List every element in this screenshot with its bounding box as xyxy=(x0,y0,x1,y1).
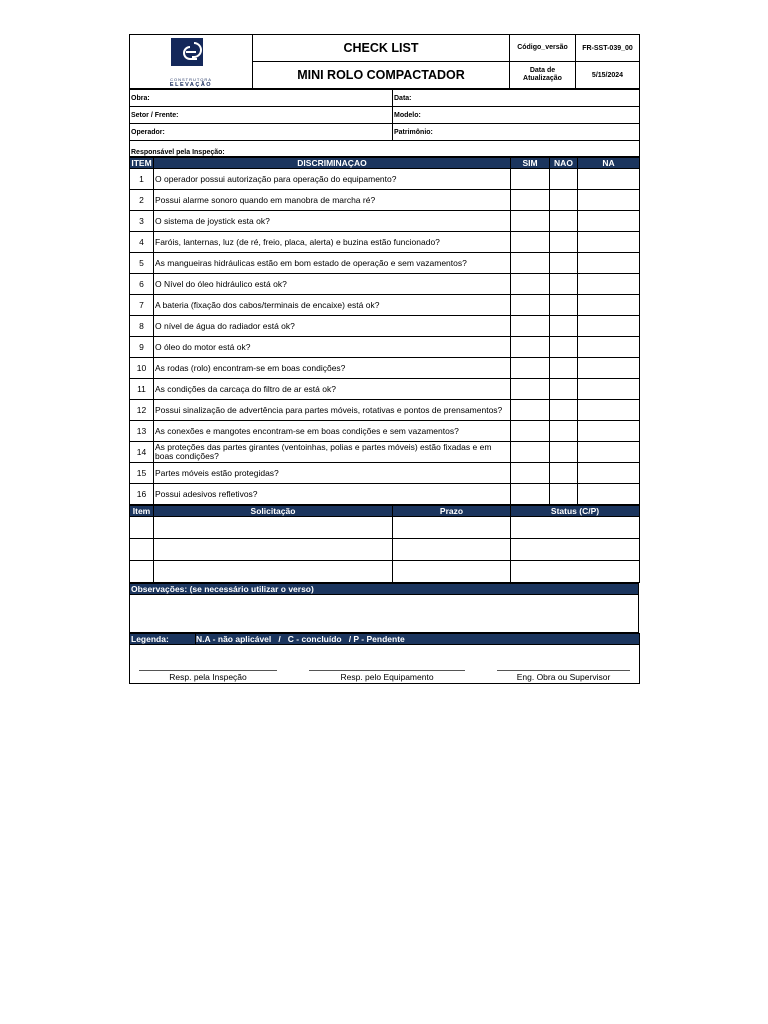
checklist-sim-cell[interactable] xyxy=(511,295,550,316)
checklist-na-cell[interactable] xyxy=(578,295,640,316)
checklist-item-number: 1 xyxy=(130,169,154,190)
checklist-item-number: 2 xyxy=(130,190,154,211)
checklist-item-number: 5 xyxy=(130,253,154,274)
checklist-nao-cell[interactable] xyxy=(550,400,578,421)
req-prazo-cell[interactable] xyxy=(393,517,511,539)
checklist-sim-cell[interactable] xyxy=(511,253,550,274)
checklist-nao-cell[interactable] xyxy=(550,421,578,442)
checklist-na-cell[interactable] xyxy=(578,169,640,190)
checklist-na-cell[interactable] xyxy=(578,253,640,274)
form-header xyxy=(129,34,640,89)
checklist-sim-cell[interactable] xyxy=(511,400,550,421)
req-status-cell[interactable] xyxy=(511,539,640,561)
checklist-item-text: As rodas (rolo) encontram-se em boas condições? xyxy=(154,358,511,379)
checklist-item-text: Faróis, lanternas, luz (de ré, freio, placa, alerta) e buzina estão funcionado? xyxy=(154,232,511,253)
req-prazo-cell[interactable] xyxy=(393,539,511,561)
checklist-sim-cell[interactable] xyxy=(511,274,550,295)
checklist-na-cell[interactable] xyxy=(578,337,640,358)
checklist-row xyxy=(130,463,640,484)
form-title: CHECK LIST xyxy=(253,35,510,62)
date-value: 5/15/2024 xyxy=(576,62,640,89)
col-desc-header: DISCRIMINAÇAO xyxy=(154,158,511,169)
checklist-nao-cell[interactable] xyxy=(550,337,578,358)
checklist-nao-cell[interactable] xyxy=(550,253,578,274)
checklist-na-cell[interactable] xyxy=(578,190,640,211)
checklist-item-text: Possui alarme sonoro quando em manobra de marcha ré? xyxy=(154,190,511,211)
data-field[interactable]: Data: xyxy=(393,90,640,107)
checklist-nao-cell[interactable] xyxy=(550,358,578,379)
checklist-item-number: 4 xyxy=(130,232,154,253)
checklist-item-text: Possui sinalização de advertência para partes móveis, rotativas e pontos de prensamentos? xyxy=(154,400,511,421)
checklist-sim-cell[interactable] xyxy=(511,316,550,337)
checklist-nao-cell[interactable] xyxy=(550,169,578,190)
signature-inspecao-label: Resp. pela Inspeção xyxy=(169,672,247,682)
request-row xyxy=(130,561,640,583)
checklist-item-text: O nível de água do radiador está ok? xyxy=(154,316,511,337)
req-item-header: Item xyxy=(130,506,154,517)
checklist-row xyxy=(130,211,640,232)
signature-inspecao[interactable] xyxy=(139,670,277,682)
checklist-nao-cell[interactable] xyxy=(550,274,578,295)
request-row xyxy=(130,539,640,561)
checklist-row xyxy=(130,421,640,442)
checklist-na-cell[interactable] xyxy=(578,442,640,463)
observations-table xyxy=(129,583,639,633)
observations-label: Observações: (se necessário utilizar o verso) xyxy=(130,584,639,595)
checklist-item-number: 8 xyxy=(130,316,154,337)
checklist-item-number: 10 xyxy=(130,358,154,379)
checklist-item-text: As proteções das partes girantes (ventoinhas, polias e partes móveis) estão fixadas e em boas condições? xyxy=(154,442,511,463)
checklist-row xyxy=(130,358,640,379)
code-value: FR-SST-039_00 xyxy=(576,35,640,62)
col-nao-header: NAO xyxy=(550,158,578,169)
checklist-nao-cell[interactable] xyxy=(550,316,578,337)
checklist-nao-cell[interactable] xyxy=(550,463,578,484)
company-logo xyxy=(130,35,253,89)
checklist-sim-cell[interactable] xyxy=(511,232,550,253)
setor-field[interactable]: Setor / Frente: xyxy=(130,107,393,124)
info-fields xyxy=(129,89,640,157)
checklist-sim-cell[interactable] xyxy=(511,358,550,379)
checklist-sim-cell[interactable] xyxy=(511,463,550,484)
responsavel-field[interactable]: Responsável pela Inspeção: xyxy=(130,141,640,157)
operador-field[interactable]: Operador: xyxy=(130,124,393,141)
signature-supervisor-label: Eng. Obra ou Supervisor xyxy=(516,672,611,682)
legend-text: N.A - não aplicável / C - concluído / P - Pendente xyxy=(196,634,640,645)
checklist-row xyxy=(130,274,640,295)
checklist-nao-cell[interactable] xyxy=(550,211,578,232)
date-label: Data de Atualização xyxy=(510,62,576,89)
checklist-item-number: 9 xyxy=(130,337,154,358)
checklist-sim-cell[interactable] xyxy=(511,169,550,190)
requests-table xyxy=(129,505,640,583)
brand-bottom-text: ELEVAÇÃO xyxy=(169,82,213,88)
checklist-row xyxy=(130,190,640,211)
checklist-sim-cell[interactable] xyxy=(511,421,550,442)
checklist-item-number: 15 xyxy=(130,463,154,484)
checklist-nao-cell[interactable] xyxy=(550,484,578,505)
req-item-cell[interactable] xyxy=(130,517,154,539)
request-row xyxy=(130,517,640,539)
col-na-header: NA xyxy=(578,158,640,169)
signature-area xyxy=(130,645,640,684)
checklist-nao-cell[interactable] xyxy=(550,295,578,316)
signature-supervisor[interactable] xyxy=(497,670,630,682)
checklist-na-cell[interactable] xyxy=(578,463,640,484)
req-status-cell[interactable] xyxy=(511,517,640,539)
form-subtitle: MINI ROLO COMPACTADOR xyxy=(253,62,510,89)
checklist-item-text: O sistema de joystick esta ok? xyxy=(154,211,511,232)
checklist-item-number: 3 xyxy=(130,211,154,232)
checklist-nao-cell[interactable] xyxy=(550,442,578,463)
modelo-field[interactable]: Modelo: xyxy=(393,107,640,124)
checklist-nao-cell[interactable] xyxy=(550,232,578,253)
checklist-na-cell[interactable] xyxy=(578,421,640,442)
checklist-item-number: 13 xyxy=(130,421,154,442)
observations-field[interactable] xyxy=(130,595,639,633)
checklist-item-text: As condições da carcaça do filtro de ar está ok? xyxy=(154,379,511,400)
checklist-item-text: O Nível do óleo hidráulico está ok? xyxy=(154,274,511,295)
checklist-row xyxy=(130,400,640,421)
code-label: Código_versão xyxy=(510,35,576,62)
legend-table xyxy=(129,633,640,684)
checklist-item-number: 11 xyxy=(130,379,154,400)
checklist-item-text: As mangueiras hidráulicas estão em bom estado de operação e sem vazamentos? xyxy=(154,253,511,274)
req-solic-cell[interactable] xyxy=(154,539,393,561)
req-solic-cell[interactable] xyxy=(154,517,393,539)
signature-equipamento-label: Resp. pelo Equipamento xyxy=(340,672,434,682)
signature-equipamento[interactable] xyxy=(309,670,465,682)
checklist-row xyxy=(130,379,640,400)
req-prazo-cell[interactable] xyxy=(393,561,511,583)
checklist-item-number: 7 xyxy=(130,295,154,316)
checklist-sim-cell[interactable] xyxy=(511,337,550,358)
obra-field[interactable]: Obra: xyxy=(130,90,393,107)
checklist-sim-cell[interactable] xyxy=(511,379,550,400)
checklist-row xyxy=(130,442,640,463)
req-solic-header: Solicitação xyxy=(154,506,393,517)
checklist-na-cell[interactable] xyxy=(578,274,640,295)
checklist-nao-cell[interactable] xyxy=(550,379,578,400)
checklist-item-number: 12 xyxy=(130,400,154,421)
checklist-row xyxy=(130,316,640,337)
checklist-row xyxy=(130,253,640,274)
checklist-na-cell[interactable] xyxy=(578,400,640,421)
checklist-sim-cell[interactable] xyxy=(511,211,550,232)
legend-label: Legenda: xyxy=(130,634,196,645)
checklist-na-cell[interactable] xyxy=(578,316,640,337)
checklist-row xyxy=(130,295,640,316)
checklist-item-text: O operador possui autorização para operação do equipamento? xyxy=(154,169,511,190)
checklist-sim-cell[interactable] xyxy=(511,190,550,211)
req-status-cell[interactable] xyxy=(511,561,640,583)
checklist-table xyxy=(129,157,640,505)
checklist-na-cell[interactable] xyxy=(578,211,640,232)
checklist-item-text: O óleo do motor está ok? xyxy=(154,337,511,358)
checklist-item-number: 6 xyxy=(130,274,154,295)
req-item-cell[interactable] xyxy=(130,561,154,583)
checklist-row xyxy=(130,232,640,253)
checklist-item-text: Partes móveis estão protegidas? xyxy=(154,463,511,484)
checklist-sim-cell[interactable] xyxy=(511,484,550,505)
patrimonio-field[interactable]: Patrimônio: xyxy=(393,124,640,141)
checklist-na-cell[interactable] xyxy=(578,484,640,505)
checklist-item-number: 14 xyxy=(130,442,154,463)
checklist-row xyxy=(130,337,640,358)
checklist-item-number: 16 xyxy=(130,484,154,505)
checklist-nao-cell[interactable] xyxy=(550,190,578,211)
checklist-na-cell[interactable] xyxy=(578,232,640,253)
checklist-row xyxy=(130,484,640,505)
checklist-item-text: As conexões e mangotes encontram-se em boas condições e sem vazamentos? xyxy=(154,421,511,442)
checklist-na-cell[interactable] xyxy=(578,379,640,400)
col-item-header: ITEM xyxy=(131,158,152,168)
checklist-na-cell[interactable] xyxy=(578,358,640,379)
col-sim-header: SIM xyxy=(511,158,550,169)
checklist-item-text: A bateria (fixação dos cabos/terminais de encaixe) está ok? xyxy=(154,295,511,316)
elevacao-logo-icon xyxy=(161,35,221,81)
checklist-sim-cell[interactable] xyxy=(511,442,550,463)
checklist-item-text: Possui adesivos refletivos? xyxy=(154,484,511,505)
checklist-form xyxy=(129,34,639,684)
req-prazo-header: Prazo xyxy=(393,506,511,517)
brand-top-text: CONSTRUTORA xyxy=(170,77,212,82)
req-status-header: Status (C/P) xyxy=(511,506,640,517)
checklist-row xyxy=(130,169,640,190)
req-item-cell[interactable] xyxy=(130,539,154,561)
req-solic-cell[interactable] xyxy=(154,561,393,583)
